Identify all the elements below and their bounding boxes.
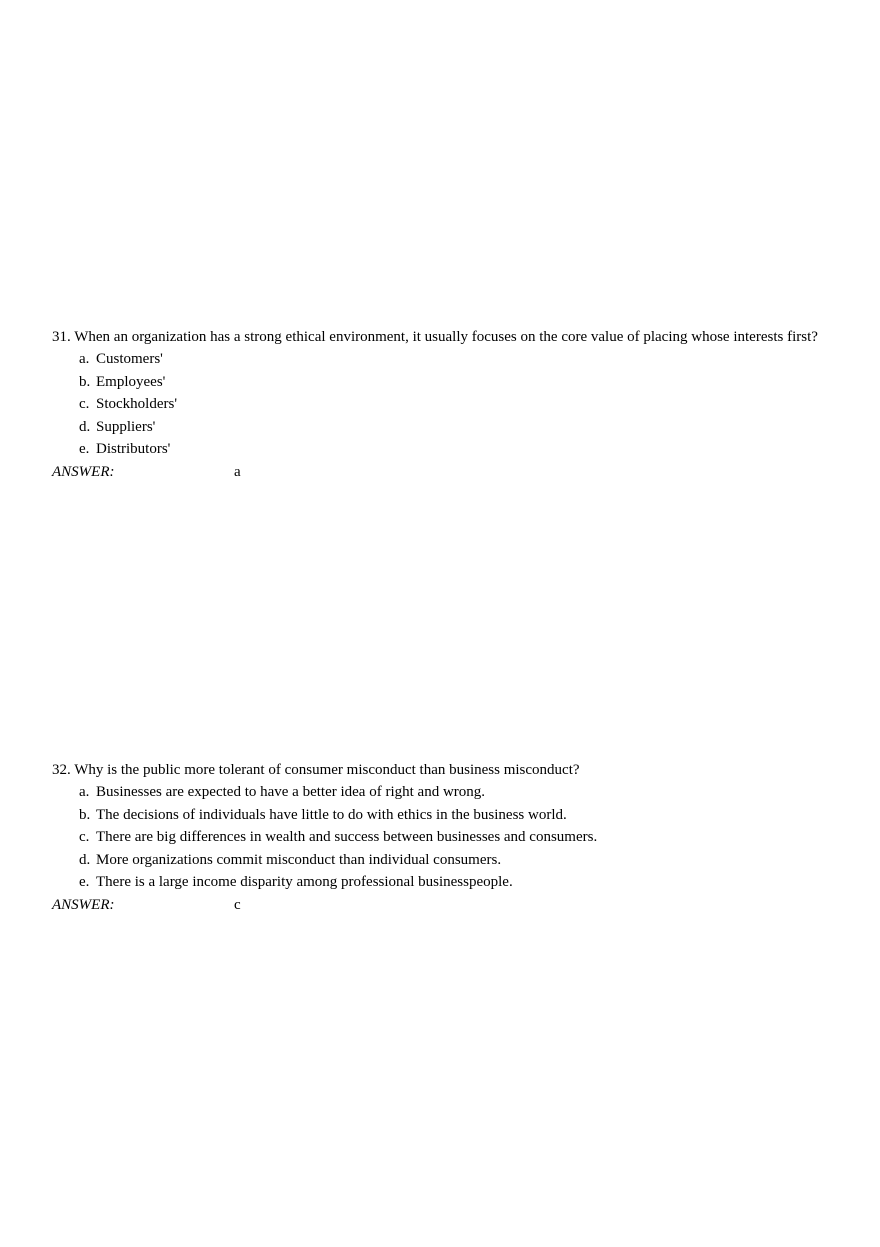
option-letter: e. [79, 874, 90, 890]
answer-value: a [234, 463, 241, 480]
option-d [79, 849, 842, 872]
option-letter: b. [79, 373, 91, 390]
option-e [79, 871, 842, 894]
option-d [79, 416, 842, 439]
option-b [79, 371, 842, 394]
question-32 [52, 761, 842, 916]
answer-value: c [234, 896, 241, 913]
question-stem: 31. When an organization has a strong ethical environment, it usually focuses on the core value of placing whose interests first? [52, 329, 818, 345]
question-stem: 32. Why is the public more tolerant of consumer misconduct than business misconduct? [52, 762, 580, 778]
answer-label: ANSWER: [52, 896, 115, 913]
option-letter: b. [79, 806, 91, 823]
option-letter: a. [79, 351, 90, 367]
option-text: There is a large income disparity among professional businesspeople. [96, 874, 513, 890]
option-c [79, 393, 842, 416]
option-letter: c. [79, 829, 90, 845]
option-b [79, 804, 842, 827]
answer-row [52, 461, 842, 483]
option-list [52, 781, 842, 894]
option-a [79, 781, 842, 804]
option-letter: d. [79, 418, 91, 435]
option-text: Employees' [96, 373, 166, 390]
option-c [79, 826, 842, 849]
option-text: Distributors' [96, 441, 171, 457]
answer-label: ANSWER: [52, 463, 115, 480]
option-text: More organizations commit misconduct than individual consumers. [96, 851, 502, 868]
option-text: Businesses are expected to have a better idea of right and wrong. [96, 784, 486, 800]
option-text: Stockholders' [96, 396, 178, 412]
option-e [79, 438, 842, 461]
question-31 [52, 328, 842, 483]
option-text: The decisions of individuals have little to do with ethics in the business world. [96, 806, 567, 823]
option-text: Suppliers' [96, 418, 156, 435]
option-list [52, 348, 842, 461]
option-a [79, 348, 842, 371]
answer-row [52, 894, 842, 916]
option-letter: d. [79, 851, 91, 868]
option-letter: e. [79, 441, 90, 457]
option-letter: a. [79, 784, 90, 800]
option-text: Customers' [96, 351, 163, 367]
option-text: There are big differences in wealth and success between businesses and consumers. [96, 829, 598, 845]
option-letter: c. [79, 396, 90, 412]
